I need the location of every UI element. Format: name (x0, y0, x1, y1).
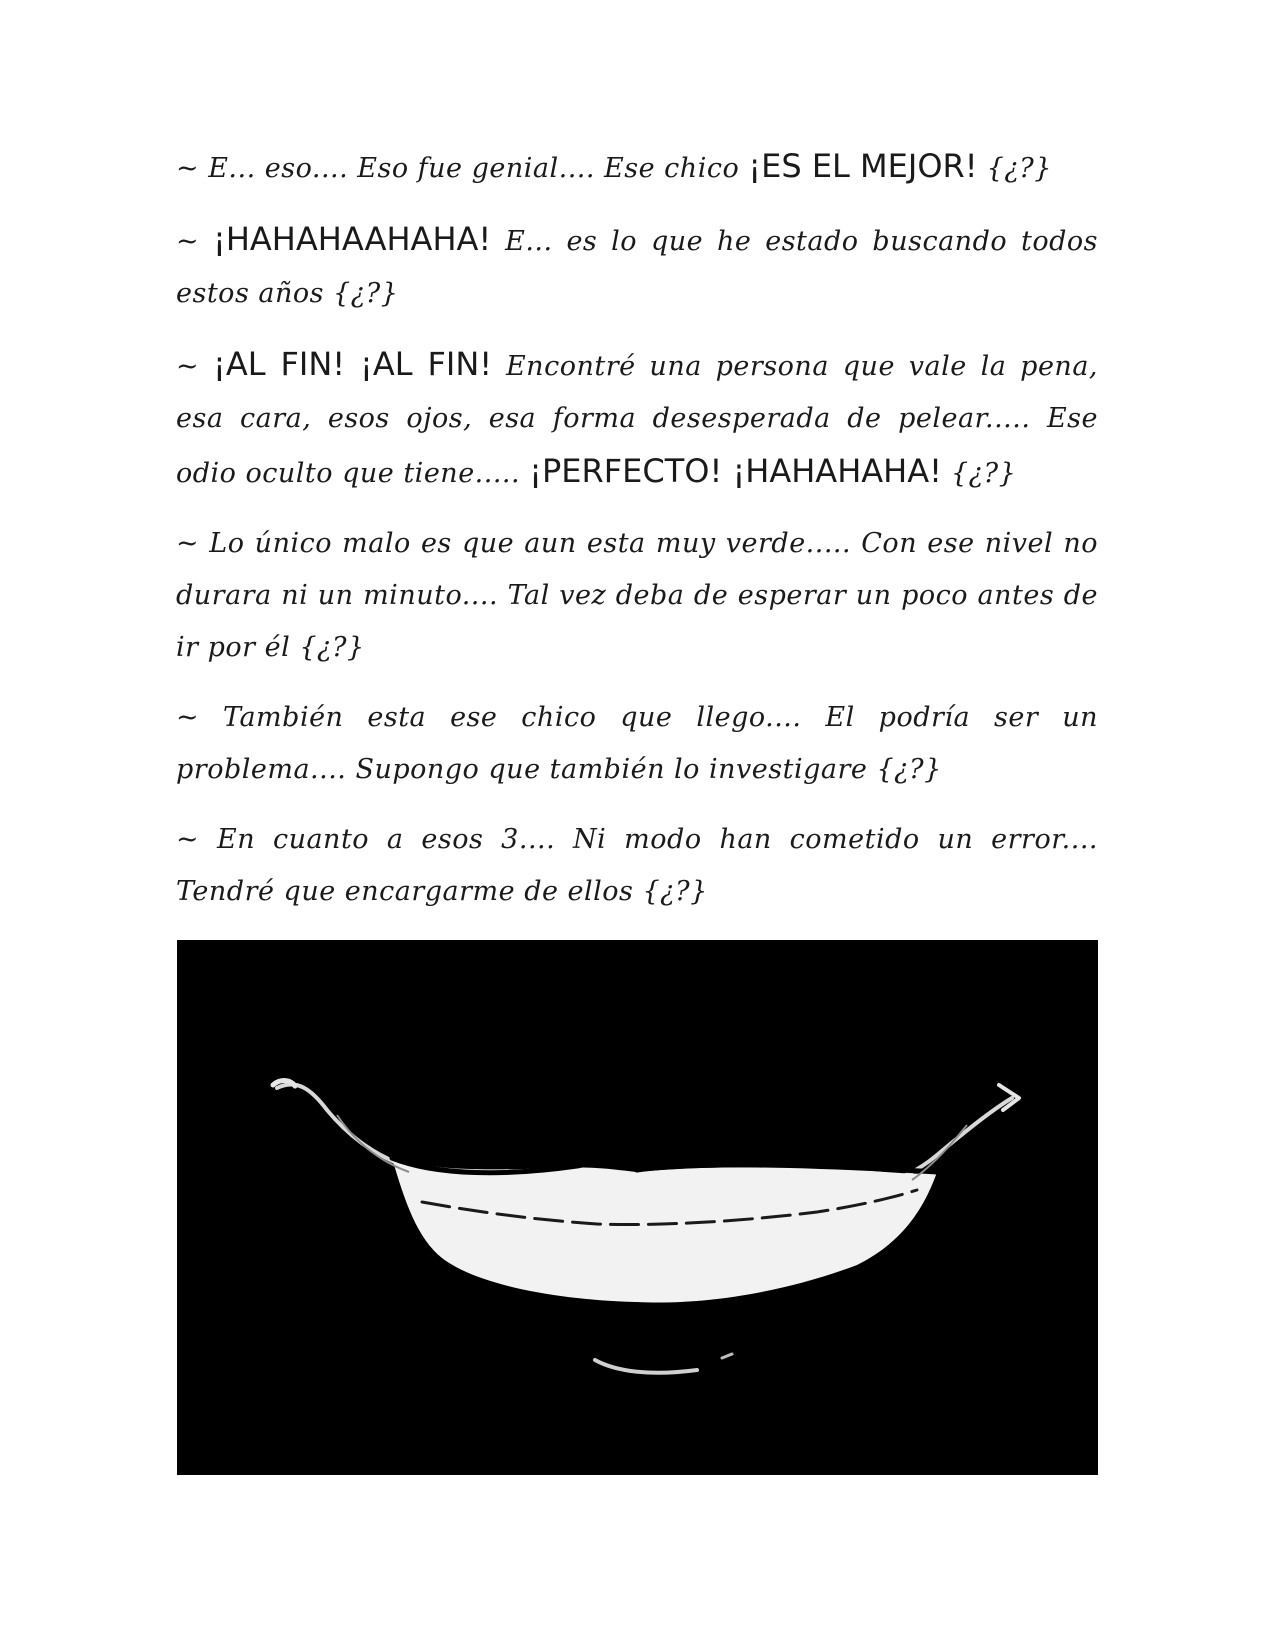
paragraph-2-tail: E... es lo que he estado buscando todos estos años {¿?} (176, 226, 1098, 309)
mouth-drawing (177, 940, 1098, 1475)
paragraph-4 (176, 518, 1098, 674)
paragraph-2 (176, 213, 1098, 320)
text-block (176, 140, 1098, 1009)
paragraph-1-shout: ¡ES EL MEJOR! (748, 147, 978, 185)
paragraph-4-lead: ~ Lo único malo es que aun esta muy verde..... Con ese nivel no durara ni un minuto.... Tal vez deba de esperar un poco antes de ir por él {¿?} (176, 528, 1098, 663)
grinning-mouth-illustration (177, 940, 1098, 1475)
paragraph-2-lead: ~ (176, 226, 214, 257)
paragraph-1-tail: {¿?} (977, 153, 1052, 184)
paragraph-5 (176, 692, 1098, 796)
paragraph-6 (176, 814, 1098, 918)
paragraph-2-shout: ¡HAHAHAAHAHA! (213, 220, 492, 258)
paragraph-3-shout: ¡AL FIN! ¡AL FIN! (212, 345, 493, 383)
paragraph-3-tail-2: {¿?} (941, 458, 1017, 489)
paragraph-3-tail: Encontré una persona que vale la pena, esa cara, esos ojos, esa forma desesperada de pelear..... Ese odio oculto que tiene..... (176, 351, 1099, 489)
paragraph-5-lead: ~ También esta ese chico que llego.... El podría ser un problema.... Supongo que también lo investigare {¿?} (176, 702, 1098, 785)
paragraph-1-lead: ~ E... eso.... Eso fue genial.... Ese chico (176, 153, 749, 184)
paragraph-6-lead: ~ En cuanto a esos 3.... Ni modo han cometido un error.... Tendré que encargarme de ellos {¿?} (176, 824, 1098, 907)
paragraph-1 (176, 140, 1098, 195)
paragraph-3 (176, 338, 1098, 500)
paragraph-3-shout-2: ¡PERFECTO! ¡HAHAHAHA! (529, 452, 942, 490)
paragraph-3-lead: ~ (176, 351, 213, 382)
